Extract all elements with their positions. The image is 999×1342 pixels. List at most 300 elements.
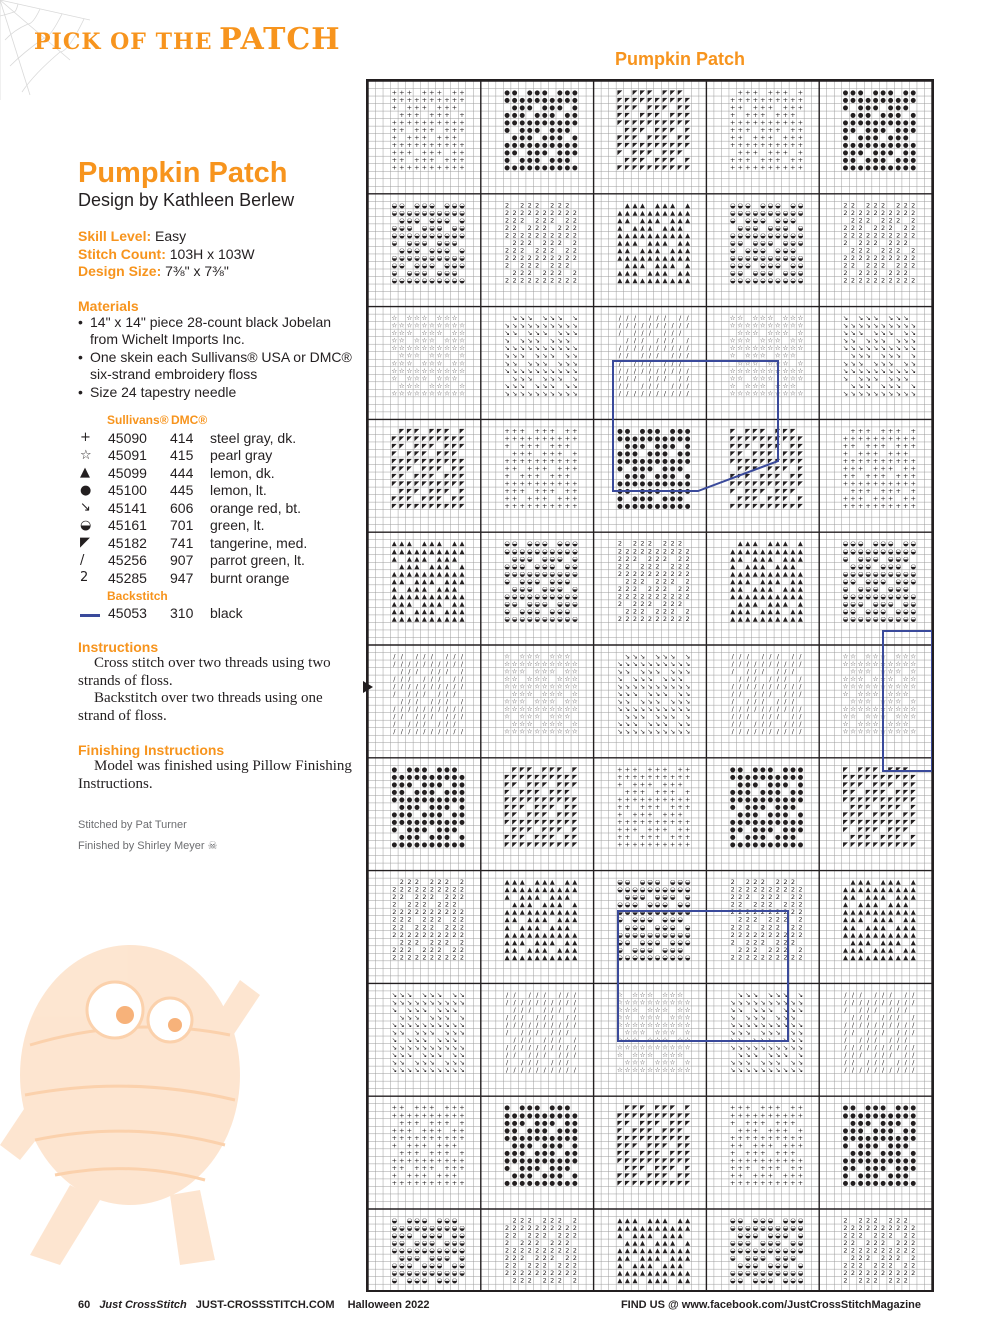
svg-text:▲: ▲ (421, 569, 427, 578)
svg-text:◤: ◤ (790, 502, 796, 511)
svg-text:☆: ☆ (910, 660, 917, 669)
svg-text:▲: ▲ (459, 569, 465, 578)
svg-text:◤: ◤ (617, 1141, 623, 1150)
svg-text:☆: ☆ (406, 329, 413, 338)
svg-text:●: ● (865, 111, 871, 120)
svg-text:↘: ↘ (519, 351, 525, 360)
svg-text:▲: ▲ (512, 945, 518, 954)
svg-text:◒: ◒ (571, 592, 578, 601)
svg-text:◤: ◤ (910, 787, 916, 796)
svg-text:/: / (400, 682, 403, 691)
svg-text:●: ● (887, 118, 894, 127)
svg-text:●: ● (451, 772, 458, 781)
svg-text:+: + (421, 1163, 428, 1172)
svg-text:☆: ☆ (774, 321, 781, 330)
svg-text:◤: ◤ (880, 795, 886, 804)
svg-text:◒: ◒ (398, 1231, 405, 1240)
svg-text:+: + (459, 1148, 465, 1157)
svg-text:◤: ◤ (504, 795, 510, 804)
svg-text:↘: ↘ (647, 690, 653, 699)
svg-text:☆: ☆ (541, 727, 548, 736)
svg-text:+: + (745, 141, 751, 150)
svg-text:2: 2 (505, 246, 510, 255)
svg-text:●: ● (511, 1126, 518, 1135)
svg-text:2: 2 (798, 893, 803, 902)
svg-text:▲: ▲ (737, 607, 743, 616)
svg-text:●: ● (910, 1133, 917, 1142)
svg-text:▲: ▲ (444, 547, 450, 556)
svg-text:▲: ▲ (775, 577, 781, 586)
svg-text:●: ● (774, 840, 781, 849)
svg-text:2: 2 (647, 562, 653, 571)
svg-text:↘: ↘ (557, 366, 563, 375)
svg-text:●: ● (526, 1156, 533, 1165)
svg-text:●: ● (865, 118, 871, 127)
svg-text:/: / (874, 1021, 877, 1029)
svg-text:+: + (760, 1118, 766, 1127)
svg-text:↘: ↘ (624, 705, 631, 714)
svg-text:▲: ▲ (873, 930, 879, 939)
svg-text:/: / (573, 1021, 576, 1029)
svg-text:▲: ▲ (436, 599, 442, 608)
svg-text:◤: ◤ (880, 840, 886, 849)
svg-text:/: / (505, 1021, 509, 1029)
svg-text:▲: ▲ (790, 607, 796, 616)
svg-text:/: / (430, 697, 434, 706)
svg-text:2: 2 (542, 1269, 547, 1278)
svg-text:2: 2 (753, 878, 758, 887)
svg-text:+: + (775, 1148, 781, 1157)
svg-text:/: / (859, 1066, 862, 1075)
svg-text:◤: ◤ (677, 1126, 683, 1135)
svg-text:↘: ↘ (511, 389, 518, 398)
svg-text:◒: ◒ (406, 208, 413, 217)
svg-text:+: + (504, 487, 510, 496)
svg-text:↘: ↘ (729, 1043, 736, 1052)
svg-text:●: ● (526, 118, 533, 127)
svg-text:●: ● (391, 787, 398, 796)
svg-text:/: / (731, 667, 734, 676)
svg-text:◤: ◤ (549, 802, 555, 811)
svg-text:◤: ◤ (564, 772, 570, 781)
svg-text:2: 2 (535, 254, 540, 262)
svg-text:+: + (444, 1148, 450, 1157)
svg-text:●: ● (436, 840, 443, 849)
svg-text:2: 2 (640, 562, 645, 571)
svg-text:☆: ☆ (880, 727, 887, 736)
svg-text:●: ● (910, 111, 917, 120)
svg-text:◤: ◤ (632, 1126, 638, 1135)
svg-text:+: + (632, 840, 638, 849)
svg-text:+: + (782, 1126, 789, 1135)
svg-text:2: 2 (866, 261, 871, 270)
svg-text:☆: ☆ (504, 697, 511, 706)
svg-text:2: 2 (505, 254, 510, 262)
svg-text:☆: ☆ (616, 1051, 623, 1060)
svg-text:/: / (558, 1051, 561, 1060)
svg-text:2: 2 (911, 261, 916, 270)
svg-text:◤: ◤ (797, 472, 803, 481)
svg-text:●: ● (617, 426, 623, 435)
svg-text:●: ● (519, 1178, 526, 1187)
svg-text:▲: ▲ (519, 930, 525, 939)
svg-text:+: + (436, 141, 443, 150)
svg-text:2: 2 (407, 878, 412, 887)
svg-text:+: + (857, 494, 864, 503)
svg-text:◤: ◤ (677, 133, 683, 142)
svg-text:●: ● (564, 141, 571, 150)
svg-text:↘: ↘ (767, 1036, 774, 1045)
svg-text:+: + (632, 810, 638, 819)
svg-text:◤: ◤ (624, 133, 630, 142)
svg-text:/: / (881, 998, 885, 1007)
svg-text:◒: ◒ (617, 908, 623, 917)
svg-text:▲: ▲ (391, 554, 397, 563)
svg-text:◤: ◤ (557, 780, 563, 789)
svg-text:◤: ◤ (444, 479, 450, 488)
svg-text:2: 2 (444, 930, 450, 939)
svg-text:+: + (459, 1103, 465, 1112)
svg-text:▲: ▲ (640, 223, 645, 232)
svg-text:↘: ↘ (557, 389, 563, 398)
svg-text:☆: ☆ (850, 660, 856, 669)
svg-text:2: 2 (527, 1239, 532, 1248)
svg-text:◒: ◒ (556, 554, 563, 563)
svg-text:◤: ◤ (782, 464, 788, 473)
svg-text:2: 2 (881, 231, 886, 240)
svg-text:▲: ▲ (850, 915, 856, 924)
svg-text:◒: ◒ (526, 599, 533, 608)
svg-text:↘: ↘ (842, 359, 849, 368)
svg-text:+: + (760, 1103, 766, 1112)
svg-text:↘: ↘ (857, 351, 864, 360)
svg-text:●: ● (526, 133, 533, 142)
svg-text:◤: ◤ (767, 442, 773, 450)
svg-text:◒: ◒ (654, 930, 661, 939)
svg-text:●: ● (519, 1133, 526, 1142)
svg-text:+: + (647, 810, 653, 819)
svg-text:▲: ▲ (640, 1239, 645, 1248)
svg-text:+: + (534, 502, 540, 511)
svg-text:●: ● (406, 825, 413, 834)
svg-text:◤: ◤ (542, 840, 548, 849)
svg-text:◤: ◤ (888, 802, 894, 811)
svg-text:▲: ▲ (677, 1276, 683, 1285)
svg-text:+: + (526, 464, 533, 473)
svg-text:▲: ▲ (617, 223, 623, 232)
svg-text:◒: ◒ (406, 231, 413, 240)
svg-text:◤: ◤ (414, 472, 420, 481)
legend-dmc: 907 (170, 552, 194, 569)
svg-text:●: ● (519, 156, 526, 165)
svg-text:2: 2 (444, 878, 450, 887)
svg-text:▲: ▲ (640, 216, 645, 225)
svg-text:2: 2 (535, 201, 540, 210)
svg-text:↘: ↘ (684, 667, 691, 676)
svg-text:/: / (400, 667, 403, 676)
svg-text:▲: ▲ (888, 900, 894, 909)
svg-text:☆: ☆ (910, 675, 917, 684)
svg-text:☆: ☆ (639, 1043, 646, 1052)
svg-text:/: / (799, 690, 802, 699)
svg-text:◤: ◤ (790, 434, 796, 443)
svg-text:▲: ▲ (444, 607, 450, 616)
svg-text:●: ● (759, 765, 766, 774)
svg-text:2: 2 (542, 208, 547, 217)
svg-text:↘: ↘ (910, 336, 916, 345)
svg-text:+: + (451, 1178, 458, 1187)
svg-text:+: + (752, 1156, 759, 1165)
svg-text:+: + (857, 426, 864, 435)
svg-text:↘: ↘ (549, 344, 555, 353)
svg-text:2: 2 (775, 885, 780, 894)
svg-text:◤: ◤ (730, 449, 736, 458)
svg-text:2: 2 (437, 945, 442, 954)
svg-text:◤: ◤ (624, 1133, 630, 1142)
svg-text:◤: ◤ (737, 464, 743, 473)
svg-text:/: / (633, 389, 637, 398)
svg-text:▲: ▲ (647, 246, 653, 255)
svg-text:↘: ↘ (429, 1028, 435, 1037)
svg-text:☆: ☆ (654, 998, 661, 1007)
svg-text:2: 2 (753, 945, 758, 954)
svg-text:◤: ◤ (624, 141, 630, 150)
svg-text:2: 2 (866, 269, 871, 277)
svg-text:▲: ▲ (677, 246, 683, 255)
svg-text:●: ● (737, 840, 744, 849)
svg-text:↘: ↘ (534, 344, 540, 353)
svg-text:●: ● (759, 840, 766, 849)
svg-text:◒: ◒ (391, 238, 398, 247)
svg-text:▲: ▲ (843, 923, 848, 932)
svg-text:↘: ↘ (391, 1021, 398, 1029)
svg-text:◒: ◒ (504, 614, 510, 623)
svg-text:●: ● (444, 840, 450, 849)
svg-text:+: + (790, 1163, 796, 1172)
svg-text:/: / (776, 727, 779, 736)
svg-text:▲: ▲ (843, 900, 848, 909)
svg-text:◒: ◒ (436, 1276, 443, 1285)
svg-text:2: 2 (414, 908, 419, 917)
svg-text:▲: ▲ (534, 945, 540, 954)
svg-text:↘: ↘ (406, 1066, 413, 1075)
svg-text:●: ● (782, 810, 789, 819)
svg-text:◤: ◤ (617, 1148, 623, 1157)
svg-text:2: 2 (572, 1224, 577, 1233)
svg-text:●: ● (541, 1141, 548, 1150)
svg-text:◒: ◒ (526, 539, 533, 548)
svg-text:☆: ☆ (789, 351, 796, 360)
svg-text:◒: ◒ (391, 1261, 398, 1270)
svg-text:/: / (881, 990, 885, 999)
svg-text:◒: ◒ (556, 577, 563, 586)
svg-text:▲: ▲ (685, 216, 691, 225)
svg-text:◤: ◤ (662, 1126, 668, 1135)
svg-text:+: + (572, 479, 578, 488)
svg-text:◤: ◤ (662, 1133, 668, 1142)
svg-text:☆: ☆ (511, 727, 518, 736)
svg-text:●: ● (617, 494, 623, 503)
svg-text:▲: ▲ (414, 607, 420, 616)
svg-text:↘: ↘ (399, 1058, 405, 1067)
svg-text:☆: ☆ (428, 336, 435, 345)
svg-text:2: 2 (760, 953, 765, 962)
svg-text:+: + (459, 1156, 465, 1165)
svg-text:◤: ◤ (459, 457, 465, 465)
svg-text:◤: ◤ (549, 825, 555, 834)
svg-text:+: + (760, 96, 766, 105)
svg-text:2: 2 (512, 208, 517, 217)
svg-text:2: 2 (888, 246, 893, 255)
svg-text:◒: ◒ (774, 223, 781, 232)
svg-text:●: ● (790, 818, 796, 826)
svg-text:+: + (790, 141, 796, 150)
svg-text:+: + (767, 1133, 774, 1142)
svg-text:+: + (767, 126, 774, 135)
svg-text:☆: ☆ (639, 1021, 646, 1029)
svg-text:☆: ☆ (684, 1066, 691, 1075)
svg-text:●: ● (850, 96, 856, 105)
svg-text:/: / (754, 697, 757, 706)
svg-text:+: + (654, 840, 661, 849)
svg-text:▲: ▲ (564, 908, 570, 917)
svg-text:●: ● (887, 148, 894, 157)
svg-text:2: 2 (392, 893, 397, 902)
svg-text:◤: ◤ (617, 88, 623, 97)
svg-text:↘: ↘ (737, 990, 743, 999)
svg-text:▲: ▲ (549, 930, 555, 939)
svg-text:▲: ▲ (858, 953, 864, 962)
svg-text:◒: ◒ (564, 562, 571, 571)
svg-text:+: + (391, 1103, 398, 1112)
svg-text:●: ● (647, 479, 653, 488)
svg-text:2: 2 (745, 878, 750, 887)
svg-text:☆: ☆ (624, 1043, 631, 1052)
svg-text:/: / (761, 690, 764, 699)
svg-text:2: 2 (542, 1254, 547, 1263)
svg-text:2: 2 (527, 201, 532, 210)
svg-text:↘: ↘ (549, 314, 555, 323)
svg-text:+: + (406, 1171, 413, 1180)
svg-text:2: 2 (745, 885, 750, 894)
svg-text:▲: ▲ (436, 584, 442, 593)
svg-text:▲: ▲ (557, 930, 563, 939)
svg-text:/: / (626, 344, 629, 353)
svg-text:◒: ◒ (421, 1224, 428, 1233)
svg-text:↘: ↘ (632, 682, 638, 691)
svg-text:/: / (566, 998, 569, 1007)
svg-text:◒: ◒ (504, 569, 510, 578)
svg-text:+: + (767, 1141, 774, 1150)
svg-text:+: + (775, 1178, 781, 1187)
svg-text:●: ● (737, 825, 744, 834)
svg-text:☆: ☆ (451, 336, 458, 345)
svg-text:2: 2 (572, 223, 577, 232)
svg-text:/: / (866, 998, 870, 1007)
svg-text:▲: ▲ (670, 223, 676, 232)
svg-text:●: ● (887, 1133, 894, 1142)
svg-text:●: ● (571, 1156, 578, 1165)
svg-text:+: + (511, 426, 518, 435)
svg-text:◒: ◒ (398, 254, 405, 262)
svg-text:●: ● (549, 103, 556, 112)
svg-text:◤: ◤ (557, 765, 563, 774)
svg-text:◤: ◤ (873, 810, 879, 819)
svg-text:↘: ↘ (782, 990, 789, 999)
svg-text:+: + (534, 457, 540, 465)
svg-text:↘: ↘ (511, 359, 518, 368)
svg-text:◒: ◒ (571, 614, 578, 623)
svg-text:2: 2 (647, 584, 653, 593)
svg-text:☆: ☆ (797, 329, 804, 338)
svg-text:+: + (534, 442, 540, 450)
svg-text:●: ● (421, 787, 428, 796)
svg-text:●: ● (617, 487, 623, 496)
svg-text:☆: ☆ (774, 366, 781, 375)
svg-text:◒: ◒ (677, 945, 683, 954)
svg-text:▲: ▲ (512, 930, 518, 939)
svg-text:◒: ◒ (744, 216, 751, 225)
svg-text:▲: ▲ (880, 885, 886, 894)
svg-text:●: ● (684, 479, 691, 488)
svg-text:2: 2 (768, 885, 773, 894)
svg-text:◒: ◒ (797, 1216, 804, 1225)
svg-text:☆: ☆ (421, 344, 428, 353)
svg-text:↘: ↘ (737, 1036, 743, 1045)
legend-row (78, 517, 356, 535)
svg-text:◤: ◤ (452, 472, 457, 481)
svg-text:↘: ↘ (752, 1051, 759, 1060)
svg-text:+: + (541, 426, 548, 435)
svg-text:/: / (844, 1043, 847, 1052)
svg-text:2: 2 (798, 900, 803, 909)
svg-text:↘: ↘ (557, 321, 563, 330)
svg-text:◒: ◒ (391, 1269, 398, 1278)
svg-text:▲: ▲ (640, 261, 645, 270)
svg-text:2: 2 (640, 539, 645, 548)
svg-text:2: 2 (850, 201, 856, 210)
svg-text:◒: ◒ (790, 269, 796, 277)
svg-text:☆: ☆ (880, 675, 887, 684)
svg-text:▲: ▲ (542, 900, 548, 909)
svg-text:/: / (415, 652, 419, 661)
svg-text:+: + (797, 103, 804, 112)
svg-text:↘: ↘ (572, 374, 578, 383)
svg-text:↘: ↘ (632, 690, 638, 699)
svg-text:▲: ▲ (640, 231, 645, 240)
svg-text:/: / (844, 1021, 847, 1029)
svg-text:◒: ◒ (790, 246, 796, 255)
svg-text:☆: ☆ (887, 667, 894, 676)
svg-text:◤: ◤ (865, 765, 871, 774)
svg-text:↘: ↘ (782, 1036, 789, 1045)
svg-text:●: ● (639, 479, 646, 488)
svg-text:+: + (519, 502, 525, 511)
svg-text:▲: ▲ (760, 547, 766, 556)
svg-text:●: ● (632, 434, 638, 443)
svg-text:◒: ◒ (677, 900, 683, 909)
svg-text:+: + (406, 148, 413, 157)
svg-text:◒: ◒ (429, 216, 435, 225)
svg-text:▲: ▲ (782, 614, 788, 623)
svg-text:☆: ☆ (504, 682, 511, 691)
svg-text:●: ● (669, 479, 676, 488)
svg-text:2: 2 (512, 269, 517, 277)
svg-text:●: ● (850, 1126, 856, 1135)
svg-text:◤: ◤ (436, 464, 442, 473)
svg-text:/: / (551, 1013, 554, 1022)
svg-text:/: / (626, 314, 629, 323)
